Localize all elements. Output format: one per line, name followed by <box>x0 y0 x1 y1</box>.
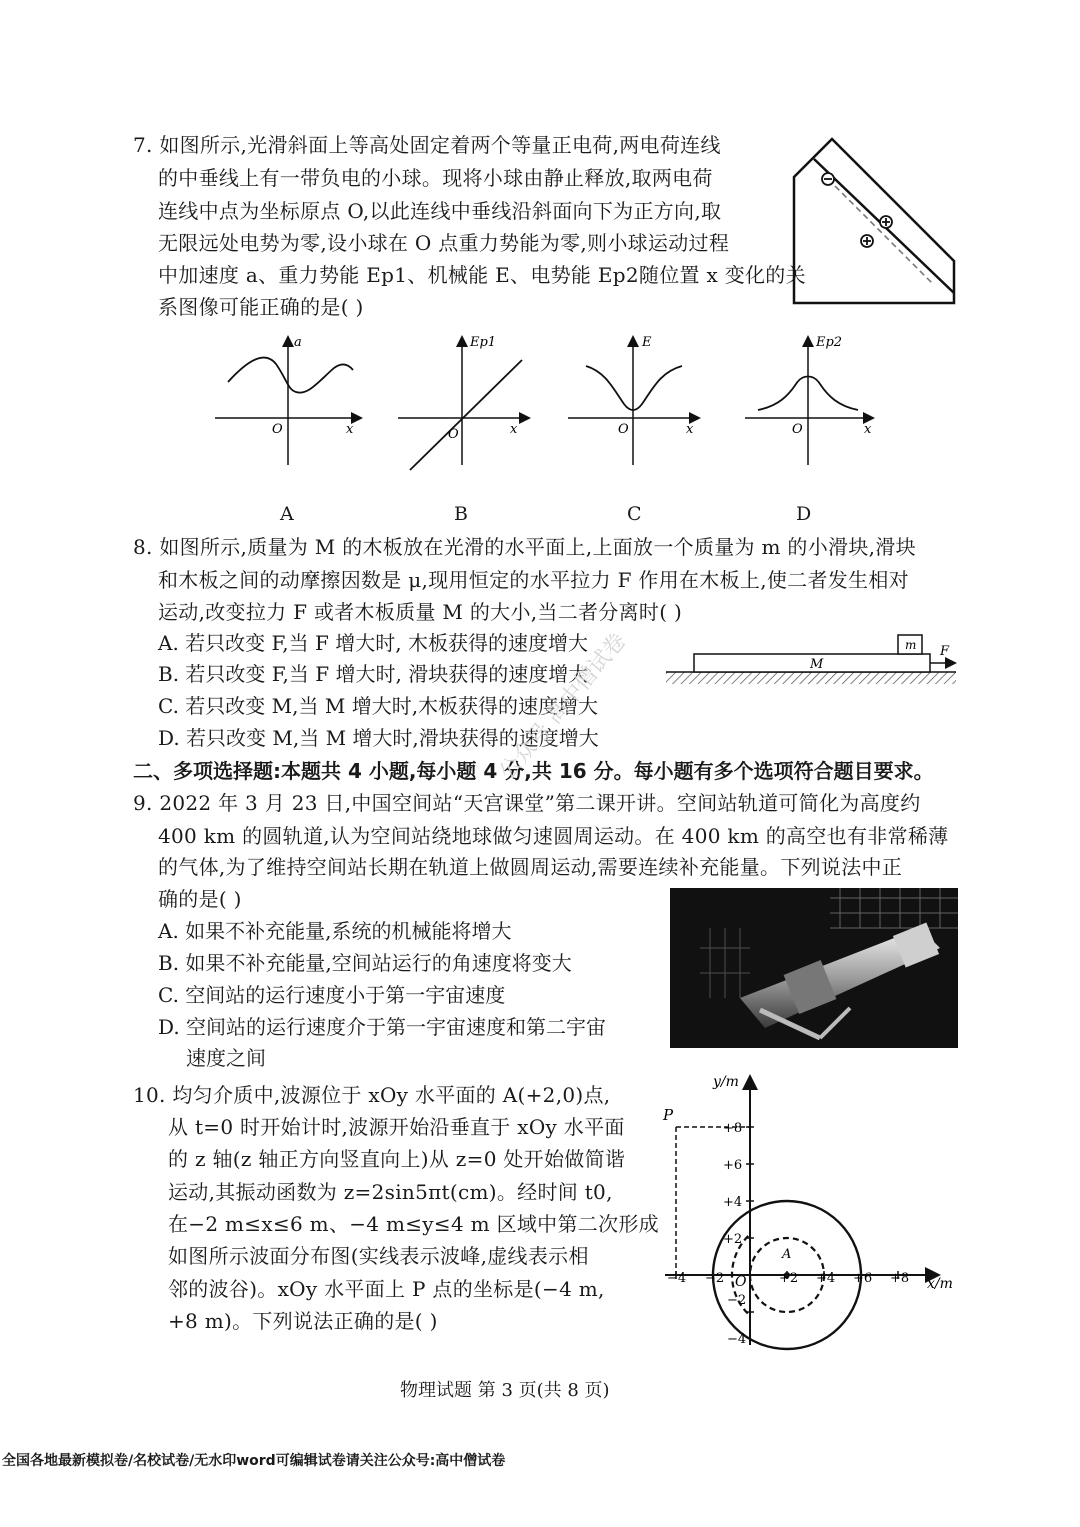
graph-a-xlabel: x <box>346 422 354 437</box>
point-a-label: A <box>782 1247 792 1262</box>
graph-b-xlabel: x <box>510 422 518 437</box>
ytick-neg2: −2 <box>727 1293 747 1308</box>
q7-line-6: 系图像可能正确的是( ) <box>158 295 364 319</box>
q7-line-1: 7. 如图所示,光滑斜面上等高处固定着两个等量正电荷,两电荷连线 <box>133 133 721 157</box>
q8-line-1: 8. 如图所示,质量为 M 的木板放在光滑的水平面上,上面放一个质量为 m 的小滑块,滑块 <box>133 535 916 559</box>
q9-line-3: 的气体,为了维持空间站长期在轨道上做圆周运动,需要连续补充能量。下列说法中正 <box>158 855 903 879</box>
q7-incline-figure <box>790 135 960 310</box>
q8-line-3: 运动,改变拉力 F 或者木板质量 M 的大小,当二者分离时( ) <box>158 600 683 624</box>
graph-c-option: C <box>627 503 642 525</box>
q10-wavefront-figure <box>655 1070 960 1355</box>
graph-d-xlabel: x <box>864 422 872 437</box>
q9-option-d: D. 空间站的运行速度介于第一宇宙速度和第二宇宙 <box>158 1015 607 1039</box>
xtick-neg4: −4 <box>667 1271 687 1286</box>
q7-line-5: 中加速度 a、重力势能 Ep1、机械能 E、电势能 Ep2随位置 x 变化的关 <box>158 263 806 287</box>
xtick-6: +6 <box>853 1271 873 1286</box>
q8-line-2: 和木板之间的动摩擦因数是 μ,现用恒定的水平拉力 F 作用在木板上,使二者发生相对 <box>158 568 909 592</box>
section-2-title: 二、多项选择题:本题共 4 小题,每小题 4 分,共 16 分。每小题有多个选项符合题目要求。 <box>133 759 934 783</box>
watermark: 公众号 高中僧试卷 <box>494 628 632 785</box>
q10-line-2: 从 t=0 时开始计时,波源开始沿垂直于 xOy 水平面 <box>168 1115 625 1139</box>
q8-option-b: B. 若只改变 F,当 F 增大时, 滑块获得的速度增大 <box>158 662 589 686</box>
x-axis-label: x/m <box>927 1276 953 1292</box>
ytick-6: +6 <box>723 1158 743 1173</box>
q8-option-d: D. 若只改变 M,当 M 增大时,滑块获得的速度增大 <box>158 726 599 750</box>
xtick-neg2: −2 <box>705 1271 725 1286</box>
q10-line-6: 如图所示波面分布图(实线表示波峰,虚线表示相 <box>168 1244 589 1268</box>
block-label: m <box>905 638 917 652</box>
q10-line-3: 的 z 轴(z 轴正方向竖直向上)从 z=0 处开始做简谐 <box>168 1147 626 1171</box>
graph-b-option: B <box>454 503 468 525</box>
graph-a <box>215 335 360 465</box>
graph-c-xlabel: x <box>686 422 694 437</box>
q9-option-c: C. 空间站的运行速度小于第一宇宙速度 <box>158 983 506 1007</box>
ytick-2: +2 <box>723 1232 743 1247</box>
q7-line-3: 连线中点为坐标原点 O,以此连线中垂线沿斜面向下为正方向,取 <box>158 199 722 223</box>
q9-option-a: A. 如果不补充能量,系统的机械能将增大 <box>158 919 512 943</box>
page-footer: 物理试题 第 3 页(共 8 页) <box>400 1380 610 1401</box>
graph-a-origin: O <box>272 422 283 437</box>
xtick-4: +4 <box>816 1271 836 1286</box>
q9-line-2: 400 km 的圆轨道,认为空间站绕地球做匀速圆周运动。在 400 km 的高空也有非常稀薄 <box>158 824 949 848</box>
q7-line-2: 的中垂线上有一带负电的小球。现将小球由静止释放,取两电荷 <box>158 166 713 190</box>
q8-board-figure <box>660 628 960 688</box>
xtick-8: +8 <box>890 1271 910 1286</box>
q9-line-1: 9. 2022 年 3 月 23 日,中国空间站“天宫课堂”第二课开讲。空间站轨道可简化为高度约 <box>133 791 921 815</box>
graph-c-ylabel: E <box>642 335 652 350</box>
q10-line-5: 在−2 m≤x≤6 m、−4 m≤y≤4 m 区域中第二次形成 <box>168 1212 659 1236</box>
bottom-note: 全国各地最新模拟卷/名校试卷/无水印word可编辑试卷请关注公众号:高中僧试卷 <box>2 1453 506 1469</box>
graph-d-ylabel: Ep2 <box>816 335 843 350</box>
q9-option-b: B. 如果不补充能量,空间站运行的角速度将变大 <box>158 951 572 975</box>
board-label: M <box>810 657 824 672</box>
q7-line-4: 无限远处电势为零,设小球在 O 点重力势能为零,则小球运动过程 <box>158 231 730 255</box>
graph-b <box>398 335 528 470</box>
graph-b-origin: O <box>448 427 459 442</box>
graph-b-ylabel: Ep1 <box>470 335 497 350</box>
graph-a-option: A <box>280 503 294 525</box>
q10-line-4: 运动,其振动函数为 z=2sin5πt(cm)。经时间 t0, <box>168 1180 613 1204</box>
q10-line-1: 10. 均匀介质中,波源位于 xOy 水平面的 A(+2,0)点, <box>133 1083 611 1107</box>
q10-line-8: +8 m)。下列说法正确的是( ) <box>168 1309 438 1333</box>
q8-option-c: C. 若只改变 M,当 M 增大时,木板获得的速度增大 <box>158 694 599 718</box>
graph-d-origin: O <box>792 422 803 437</box>
q9-option-d-cont: 速度之间 <box>186 1046 266 1070</box>
graph-a-ylabel: a <box>294 335 302 350</box>
graph-d <box>745 335 872 465</box>
q10-line-7: 邻的波谷)。xOy 水平面上 P 点的坐标是(−4 m, <box>168 1277 605 1301</box>
ytick-8: +8 <box>723 1121 743 1136</box>
ytick-4: +4 <box>723 1195 743 1210</box>
q7-graphs <box>210 330 890 480</box>
y-axis-label: y/m <box>713 1074 739 1090</box>
point-p-label: P <box>663 1106 674 1124</box>
graph-c-origin: O <box>618 422 629 437</box>
q8-option-a: A. 若只改变 F,当 F 增大时, 木板获得的速度增大 <box>158 631 588 655</box>
xtick-2: +2 <box>779 1271 799 1286</box>
force-label: F <box>940 644 950 659</box>
space-station-photo <box>670 888 958 1048</box>
origin-label: O <box>735 1274 747 1290</box>
graph-d-option: D <box>796 503 812 525</box>
q9-line-4: 确的是( ) <box>158 887 242 911</box>
graph-c <box>568 335 698 465</box>
ytick-neg4: −4 <box>727 1332 747 1347</box>
